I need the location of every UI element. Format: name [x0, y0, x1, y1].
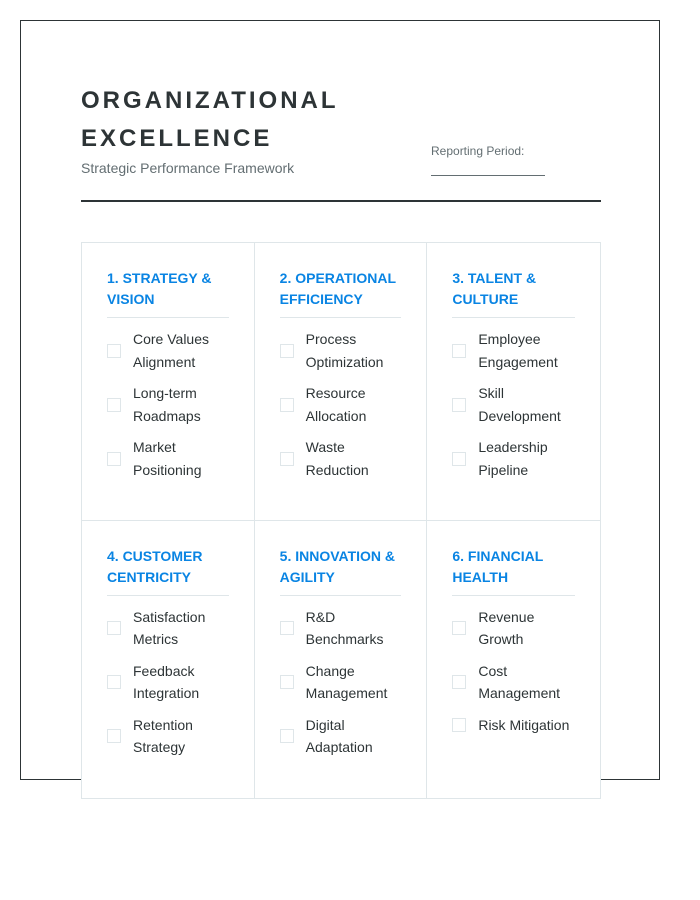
- section-customer-centricity: [82, 521, 255, 799]
- item-label: Revenue Growth: [478, 608, 535, 647]
- checklist-item[interactable]: [280, 660, 402, 705]
- section-title: 2. OPERATIONAL EFFICIENCY: [280, 268, 402, 318]
- checkbox[interactable]: [452, 452, 466, 466]
- checklist-item[interactable]: [280, 382, 402, 427]
- item-label: Leadership Pipeline: [478, 439, 548, 478]
- item-label: Waste Reduction: [305, 439, 369, 478]
- item-label: Process Optimization: [305, 331, 384, 370]
- checklist-item[interactable]: [107, 660, 229, 705]
- checkbox[interactable]: [107, 398, 121, 412]
- checkbox[interactable]: [452, 398, 466, 412]
- checkbox[interactable]: [107, 621, 121, 635]
- section-title: 1. STRATEGY & VISION: [107, 268, 229, 318]
- checklist-item[interactable]: [280, 606, 402, 651]
- checklist-item[interactable]: [107, 382, 229, 427]
- page-subtitle: Strategic Performance Framework: [81, 160, 295, 176]
- item-label: Employee Engagement: [478, 331, 558, 370]
- header-divider: [81, 200, 601, 202]
- checkbox[interactable]: [280, 398, 294, 412]
- item-label: Risk Mitigation: [478, 716, 570, 733]
- checklist-item[interactable]: [452, 328, 575, 373]
- reporting-period-field[interactable]: [431, 175, 545, 176]
- page-title: [81, 82, 339, 158]
- title-line-1: ORGANIZATIONAL: [81, 87, 339, 114]
- item-label: Satisfaction Metrics: [133, 608, 206, 647]
- item-label: Change Management: [305, 662, 388, 701]
- item-label: R&D Benchmarks: [305, 608, 384, 647]
- checklist-item[interactable]: [280, 436, 402, 481]
- item-label: Digital Adaptation: [305, 716, 373, 755]
- item-label: Core Values Alignment: [133, 331, 210, 370]
- checkbox[interactable]: [280, 675, 294, 689]
- section-financial-health: [427, 521, 600, 799]
- checklist-item[interactable]: [452, 382, 575, 427]
- checkbox[interactable]: [452, 344, 466, 358]
- item-label: Resource Allocation: [305, 385, 367, 424]
- section-title: 4. CUSTOMER CENTRICITY: [107, 546, 229, 596]
- checkbox[interactable]: [452, 621, 466, 635]
- checklist-item[interactable]: [107, 714, 229, 759]
- item-label: Cost Management: [478, 662, 561, 701]
- section-innovation-agility: [255, 521, 428, 799]
- section-talent-culture: [427, 243, 600, 521]
- section-title: 6. FINANCIAL HEALTH: [452, 546, 575, 596]
- checklist-item[interactable]: [280, 714, 402, 759]
- item-label: Long-term Roadmaps: [133, 385, 201, 424]
- checkbox[interactable]: [452, 718, 466, 732]
- checklist-item[interactable]: [452, 714, 575, 737]
- title-line-2: EXCELLENCE: [81, 125, 273, 152]
- checkbox[interactable]: [107, 452, 121, 466]
- checklist-item[interactable]: [107, 328, 229, 373]
- checkbox[interactable]: [107, 729, 121, 743]
- item-label: Market Positioning: [133, 439, 202, 478]
- checkbox[interactable]: [280, 621, 294, 635]
- checklist-item[interactable]: [452, 606, 575, 651]
- checkbox[interactable]: [107, 344, 121, 358]
- section-title: 3. TALENT & CULTURE: [452, 268, 575, 318]
- section-strategy-vision: [82, 243, 255, 521]
- item-label: Skill Development: [478, 385, 561, 424]
- item-label: Retention Strategy: [133, 716, 193, 755]
- checklist-item[interactable]: [107, 606, 229, 651]
- checklist-item[interactable]: [107, 436, 229, 481]
- section-title: 5. INNOVATION & AGILITY: [280, 546, 402, 596]
- item-label: Feedback Integration: [133, 662, 200, 701]
- checkbox[interactable]: [452, 675, 466, 689]
- checklist-item[interactable]: [280, 328, 402, 373]
- checklist-item[interactable]: [452, 436, 575, 481]
- section-operational-efficiency: [255, 243, 428, 521]
- checkbox[interactable]: [280, 452, 294, 466]
- checkbox[interactable]: [280, 729, 294, 743]
- reporting-period-label: Reporting Period:: [431, 144, 525, 158]
- checklist-item[interactable]: [452, 660, 575, 705]
- checkbox[interactable]: [280, 344, 294, 358]
- framework-grid: [81, 242, 601, 799]
- checkbox[interactable]: [107, 675, 121, 689]
